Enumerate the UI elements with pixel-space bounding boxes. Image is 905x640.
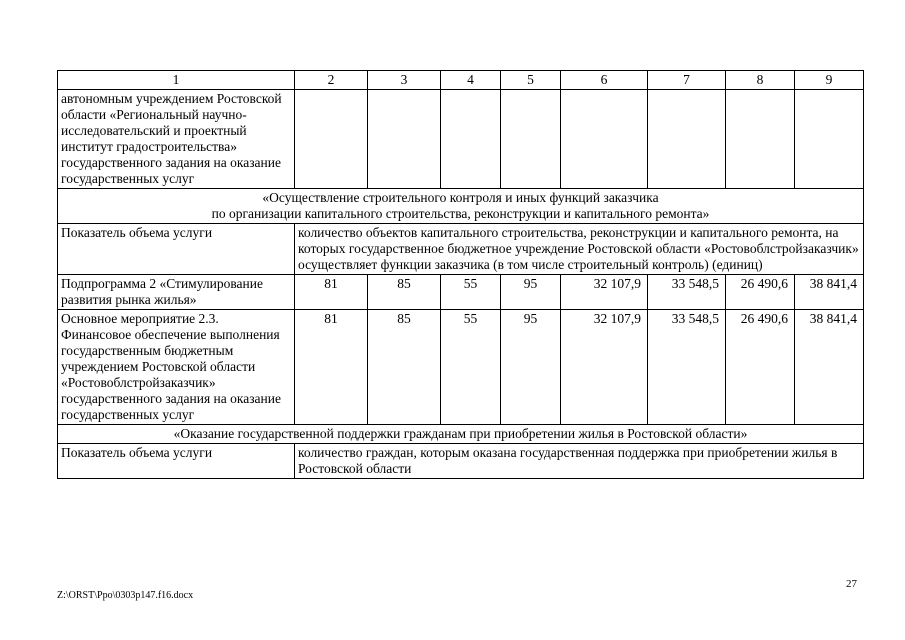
value-cell: 85 [368, 310, 441, 425]
table-row-subprogram-2 [58, 275, 864, 310]
page-number: 27 [846, 578, 857, 590]
section-title [58, 189, 864, 224]
table-row-continuation [58, 90, 864, 189]
indicator-row [58, 224, 864, 275]
header-col-9: 9 [795, 71, 864, 90]
header-col-2: 2 [295, 71, 368, 90]
value-cell: 26 490,6 [726, 275, 795, 310]
header-col-3: 3 [368, 71, 441, 90]
row-label: Подпрограмма 2 «Стимулирование развития рынка жилья» [58, 275, 295, 310]
indicator-label: Показатель объема услуги [58, 224, 295, 275]
value-cell: 95 [501, 310, 561, 425]
table-row-measure-2-3 [58, 310, 864, 425]
header-col-4: 4 [441, 71, 501, 90]
section-title-row [58, 425, 864, 444]
value-cell: 33 548,5 [648, 275, 726, 310]
value-cell: 26 490,6 [726, 310, 795, 425]
value-cell: 38 841,4 [795, 310, 864, 425]
row-label: автономным учреждением Ростовской области «Региональный научно-исследовательский и проектный институт градостроительства» государственного задания на оказание государственных услуг [58, 90, 295, 189]
program-table [57, 70, 864, 479]
row-label: Основное мероприятие 2.3. Финансовое обеспечение выполнения государственным бюджетным учреждением Ростовской области «Ростовоблстройзаказчик» государственного задания на оказание государственных услуг [58, 310, 295, 425]
indicator-text: количество граждан, которым оказана государственная поддержка при приобретении жилья в Ростовской области [295, 444, 864, 479]
indicator-row [58, 444, 864, 479]
header-col-5: 5 [501, 71, 561, 90]
value-cell: 81 [295, 310, 368, 425]
section-title-line-1: «Осуществление строительного контроля и иных функций заказчика [262, 190, 659, 205]
value-cell: 85 [368, 275, 441, 310]
header-col-7: 7 [648, 71, 726, 90]
indicator-text: количество объектов капитального строительства, реконструкции и капитального ремонта, на которых государственное бюджетное учреждение Ростовской области «Ростовоблстройзаказчик» осуществляет функции заказчика (в том числе строительный контроль) (единиц) [295, 224, 864, 275]
indicator-label: Показатель объема услуги [58, 444, 295, 479]
value-cell: 95 [501, 275, 561, 310]
value-cell: 32 107,9 [561, 310, 648, 425]
value-cell: 32 107,9 [561, 275, 648, 310]
section-title: «Оказание государственной поддержки гражданам при приобретении жилья в Ростовской области» [58, 425, 864, 444]
header-col-6: 6 [561, 71, 648, 90]
section-title-row [58, 189, 864, 224]
value-cell: 55 [441, 310, 501, 425]
value-cell: 33 548,5 [648, 310, 726, 425]
header-col-8: 8 [726, 71, 795, 90]
header-col-1: 1 [58, 71, 295, 90]
value-cell: 38 841,4 [795, 275, 864, 310]
value-cell: 55 [441, 275, 501, 310]
section-title-line-2: по организации капитального строительства, реконструкции и капитального ремонта» [211, 206, 710, 221]
value-cell: 81 [295, 275, 368, 310]
header-row [58, 71, 864, 90]
footer-file-path: Z:\ORST\Ppo\0303p147.f16.docx [57, 590, 194, 601]
